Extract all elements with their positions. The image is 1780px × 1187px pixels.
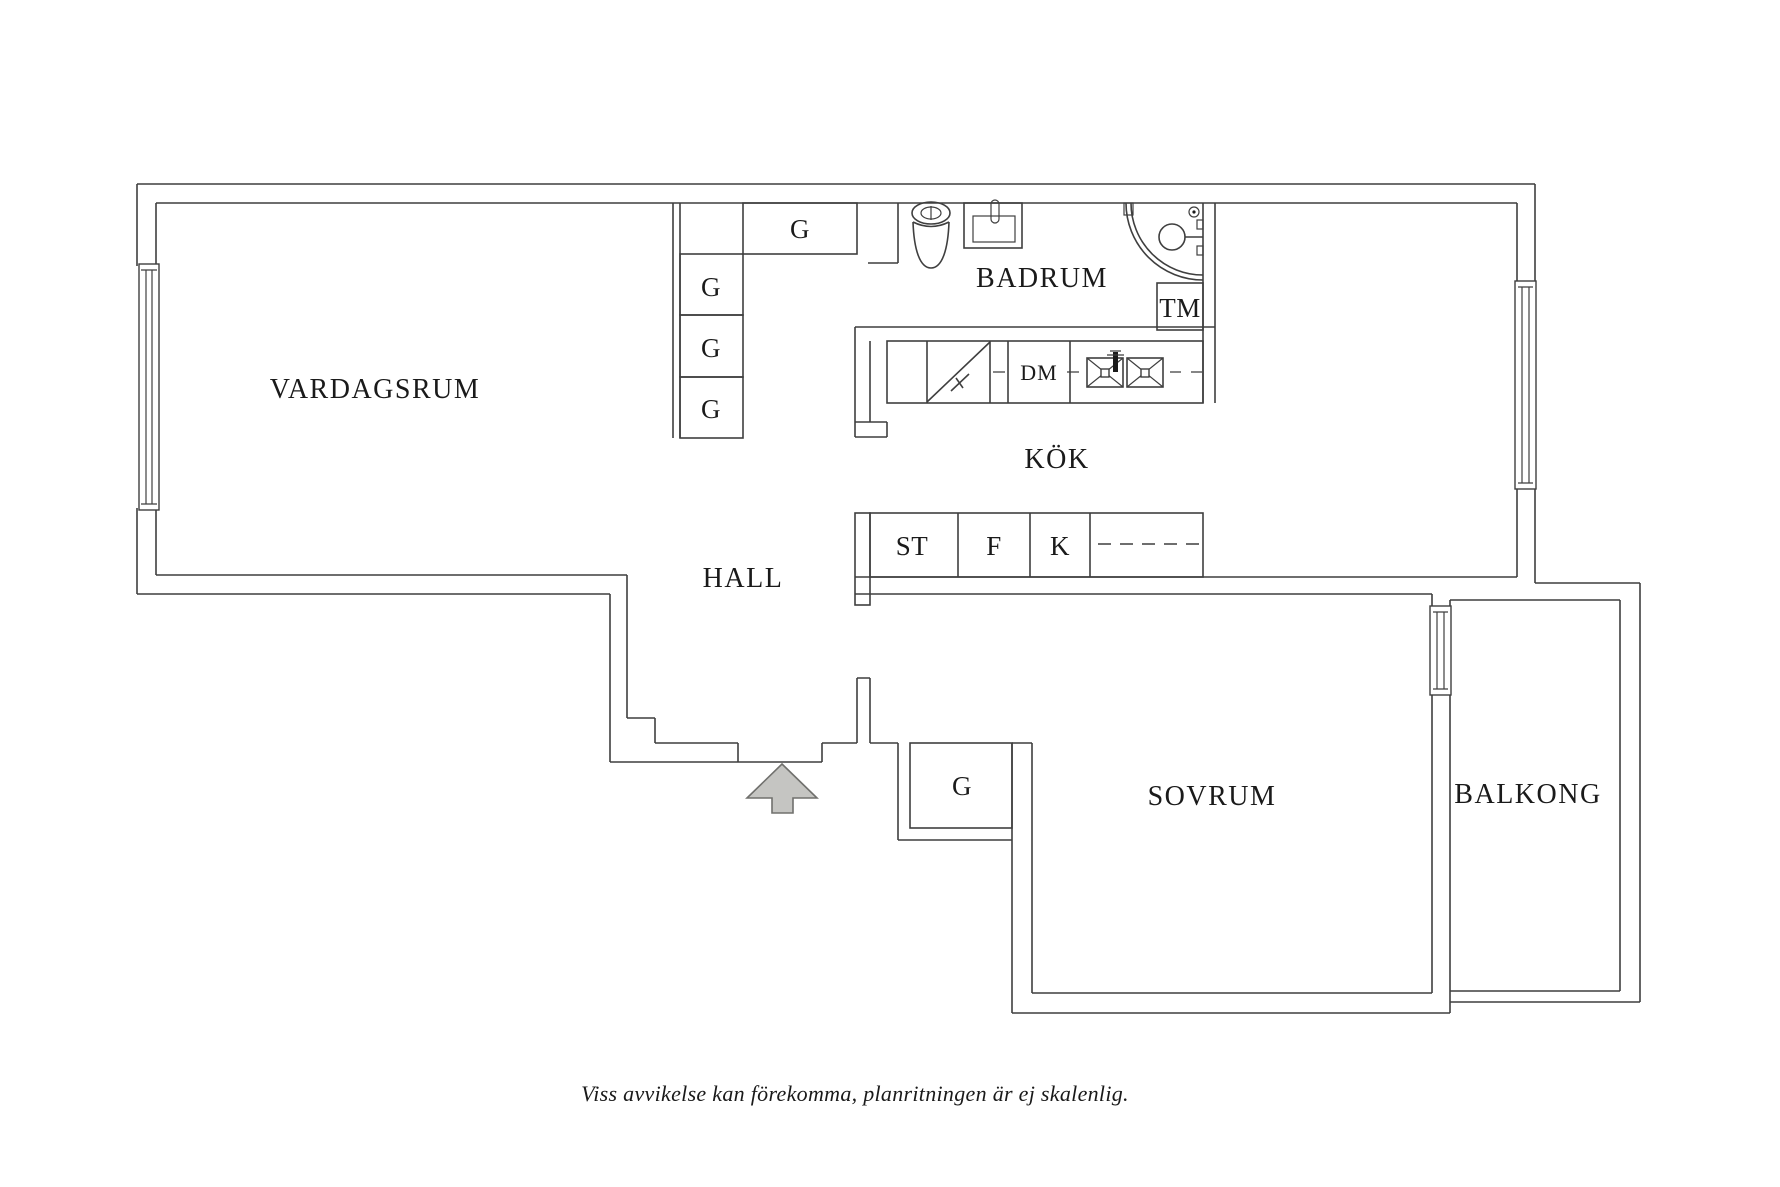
room-label-hall: HALL bbox=[702, 563, 784, 594]
room-label-sovrum: SOVRUM bbox=[1147, 781, 1277, 812]
label-closet-top: G bbox=[790, 214, 810, 244]
stove-icon bbox=[927, 342, 990, 402]
room-label-vardagsrum: VARDAGSRUM bbox=[269, 374, 481, 405]
entrance-arrow-icon bbox=[747, 764, 817, 813]
label-closet-2: G bbox=[701, 333, 721, 363]
label-closet-1: G bbox=[701, 272, 721, 302]
label-closet-entrance: G bbox=[952, 771, 972, 801]
room-label-balkong: BALKONG bbox=[1454, 779, 1602, 810]
label-freezer: F bbox=[986, 531, 1002, 561]
counter-wall-stub bbox=[855, 513, 870, 605]
disclaimer-text: Viss avvikelse kan förekomma, planritningen är ej skalenlig. bbox=[581, 1081, 1129, 1106]
kitchen-sink-2-icon bbox=[1127, 358, 1163, 387]
label-fridge: K bbox=[1050, 531, 1070, 561]
washbasin-icon bbox=[964, 200, 1022, 248]
label-closet-3: G bbox=[701, 394, 721, 424]
window-bedroom-balcony-icon bbox=[1430, 606, 1451, 695]
walls bbox=[137, 184, 1640, 1013]
label-washing-machine: TM bbox=[1159, 293, 1201, 323]
shower-icon bbox=[1124, 203, 1203, 280]
toilet-icon bbox=[912, 202, 950, 268]
window-living-room-icon bbox=[139, 264, 159, 510]
label-cleaning-closet: ST bbox=[895, 531, 929, 561]
room-label-badrum: BADRUM bbox=[976, 263, 1108, 294]
closet-boxes bbox=[680, 203, 1203, 828]
room-label-kok: KÖK bbox=[1024, 444, 1090, 475]
label-dishwasher: DM bbox=[1020, 360, 1058, 385]
window-right-room-icon bbox=[1515, 281, 1536, 489]
